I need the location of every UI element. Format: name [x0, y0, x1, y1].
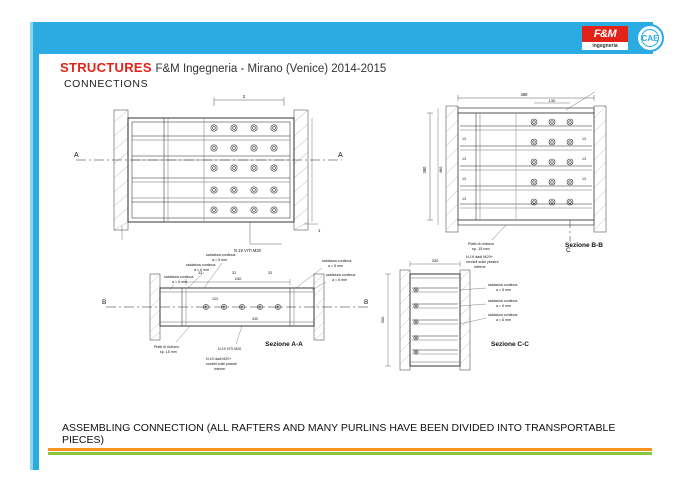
cad-drawing-svg — [46, 92, 646, 402]
note-weld-4: saldatura continua — [322, 259, 352, 263]
svg-text:a = 6 mm: a = 6 mm — [172, 280, 188, 284]
svg-text:1: 1 — [318, 228, 321, 233]
svg-text:33: 33 — [198, 271, 202, 275]
section-mark-b-left: B — [102, 299, 107, 306]
svg-text:130: 130 — [548, 98, 556, 103]
section-mark-a-right: A — [338, 152, 343, 159]
svg-text:480: 480 — [438, 166, 443, 174]
svg-text:a = 6 mm: a = 6 mm — [496, 318, 512, 322]
footer-bar-green — [48, 452, 652, 455]
svg-text:interne: interne — [214, 367, 225, 371]
svg-text:13: 13 — [582, 157, 586, 161]
caption-sezione-cc: Sezione C-C — [491, 341, 529, 348]
footer-caption: ASSEMBLING CONNECTION (ALL RAFTERS AND MANY PURLINS HAVE BEEN DIVIDED INTO TRANSPORTABLE PIECES) — [62, 422, 616, 446]
svg-text:N.19 dadi M20+: N.19 dadi M20+ — [206, 357, 232, 361]
note-plate-reinforcement: Piatti di rinforzo — [468, 242, 495, 246]
bolt-callout-plan: N.19 VITI M20 — [234, 248, 261, 253]
note-weld-2: saldatura continua — [186, 263, 216, 267]
page-title-main: STRUCTURES — [60, 60, 152, 75]
svg-text:a = 6 mm: a = 6 mm — [194, 268, 210, 272]
section-mark-b-right: B — [364, 299, 369, 306]
footer-bar-orange — [48, 448, 652, 451]
svg-text:rondell sulle piastre: rondell sulle piastre — [206, 362, 237, 366]
cae-logo — [636, 24, 664, 52]
svg-text:13: 13 — [462, 197, 466, 201]
svg-text:13: 13 — [582, 137, 586, 141]
svg-text:a = 5 mm: a = 5 mm — [496, 288, 512, 292]
section-bb-view — [422, 92, 606, 269]
svg-text:a = 5 mm: a = 5 mm — [328, 264, 344, 268]
fm-logo-primary: F&M — [582, 26, 628, 42]
svg-text:interne: interne — [474, 265, 486, 269]
section-mark-a-left: A — [74, 152, 79, 159]
svg-text:330: 330 — [431, 258, 439, 263]
header-band — [39, 22, 653, 65]
fm-ingegneria-logo — [582, 26, 628, 50]
note-weld-5: saldatura continua — [326, 273, 356, 277]
caption-sezione-aa: Sezione A-A — [265, 341, 303, 348]
svg-text:240: 240 — [234, 276, 242, 281]
section-aa-view — [102, 253, 368, 371]
svg-text:13: 13 — [462, 137, 466, 141]
technical-drawing — [46, 92, 646, 402]
page-title-rest: F&M Ingegneria - Mirano (Venice) 2014-2015 — [155, 63, 387, 75]
svg-text:2: 2 — [242, 94, 246, 99]
note-weld-cc-1: saldatura continua — [488, 283, 518, 287]
svg-text:a = 6 mm: a = 6 mm — [332, 278, 348, 282]
note-weld-cc-3: saldatura continua — [488, 313, 518, 317]
footer-bar — [48, 448, 652, 455]
note-weld-1: saldatura continua — [206, 253, 236, 257]
page-title — [60, 60, 386, 75]
svg-text:13: 13 — [462, 177, 466, 181]
note-bolts-washers: N.19 dadi M20+ — [466, 255, 493, 259]
note-bolts-aa: N.19 VITI M20 — [218, 347, 242, 351]
left-accent-bar-highlight — [30, 22, 33, 470]
svg-text:13: 13 — [462, 157, 466, 161]
plan-view-top-left — [74, 94, 343, 253]
svg-text:a = 6 mm: a = 6 mm — [496, 304, 512, 308]
svg-text:sp. 15 mm: sp. 15 mm — [160, 350, 177, 354]
conference-url[interactable]: www.caeconference.com — [107, 53, 234, 65]
fm-logo-secondary: ingegneria — [592, 43, 618, 49]
svg-text:123: 123 — [212, 297, 218, 301]
section-mark-c: C — [566, 247, 571, 254]
note-weld-3: saldatura continua — [164, 275, 194, 279]
section-cc-view — [380, 258, 529, 370]
svg-text:380: 380 — [422, 166, 427, 174]
page-subtitle: CONNECTIONS — [64, 78, 149, 90]
svg-text:300: 300 — [380, 316, 385, 324]
note-plate-aa: Piatti di rinforzo — [154, 345, 179, 349]
svg-text:sp. 15 mm: sp. 15 mm — [472, 247, 490, 251]
svg-text:33: 33 — [232, 271, 236, 275]
svg-text:33: 33 — [268, 271, 272, 275]
note-weld-cc-2: saldatura continua — [488, 299, 518, 303]
caption-sezione-bb: Sezione B-B — [565, 242, 603, 249]
svg-text:a = 5 mm: a = 5 mm — [212, 258, 228, 262]
svg-text:430: 430 — [252, 317, 258, 321]
svg-text:rondell sulle piastre: rondell sulle piastre — [466, 260, 499, 264]
cae-logo-text: CAE — [641, 34, 659, 43]
svg-text:468: 468 — [520, 92, 528, 97]
svg-text:13: 13 — [582, 177, 586, 181]
